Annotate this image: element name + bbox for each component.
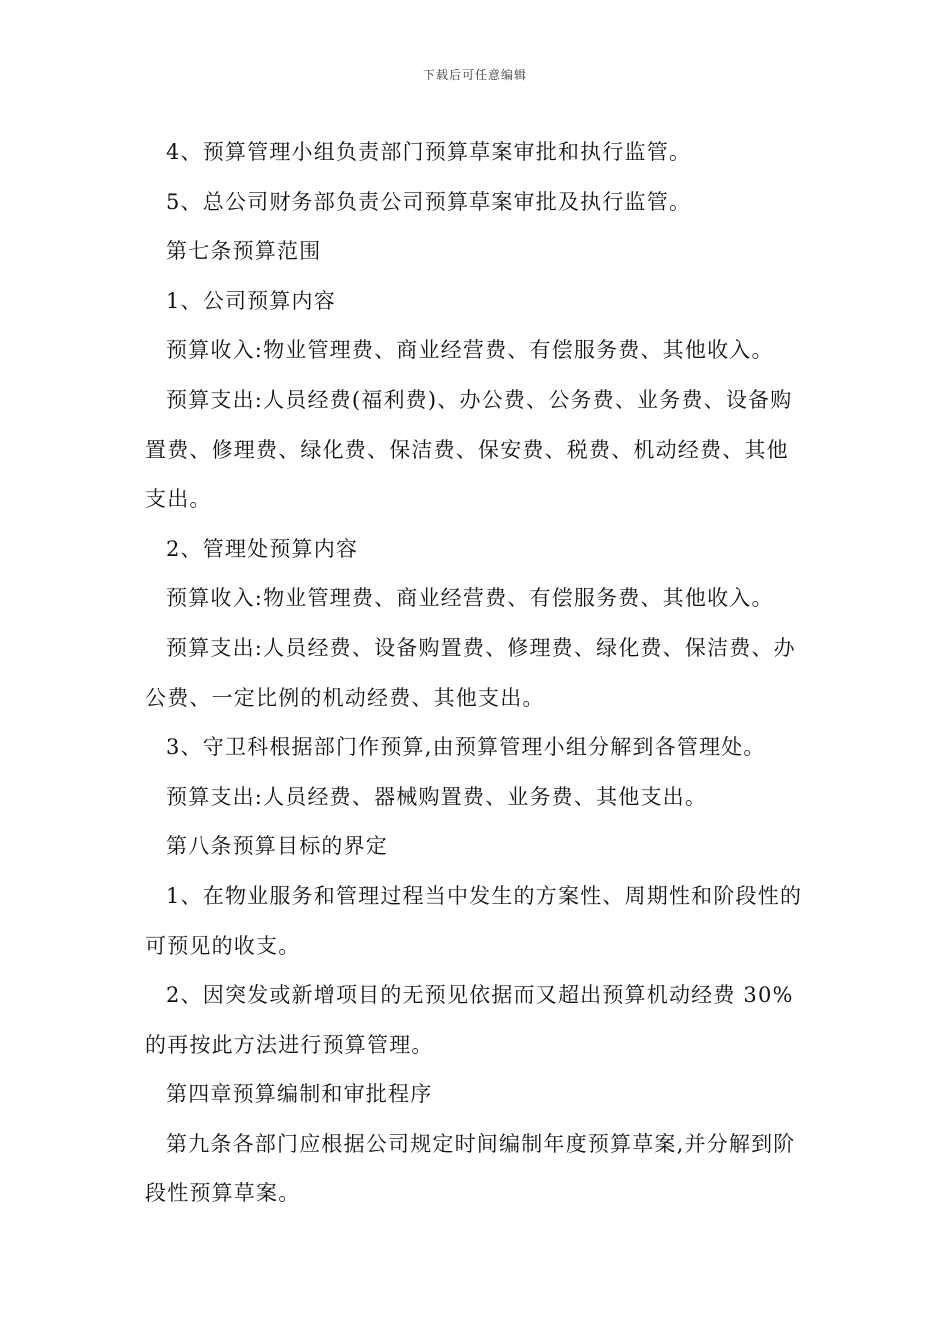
paragraph-12: 第八条预算目标的界定	[166, 834, 388, 859]
document-body	[145, 128, 810, 1219]
paragraph-14: 2、因突发或新增项目的无预见依据而又超出预算机动经费 30%的再按此方法进行预算管理。	[145, 983, 794, 1057]
paragraph-2: 5、总公司财务部负责公司预算草案审批及执行监管。	[166, 189, 692, 214]
paragraph-9: 预算支出:人员经费、设备购置费、修理费、绿化费、保洁费、办公费、一定比例的机动经费、其他支出。	[145, 635, 796, 710]
paragraph-11: 预算支出:人员经费、器械购置费、业务费、其他支出。	[166, 784, 708, 809]
paragraph-15: 第四章预算编制和审批程序	[166, 1082, 433, 1107]
page-header: 下载后可任意编辑	[422, 68, 527, 82]
paragraph-10: 3、守卫科根据部门作预算,由预算管理小组分解到各管理处。	[166, 735, 766, 760]
paragraph-1: 4、预算管理小组负责部门预算草案审批和执行监管。	[166, 140, 692, 164]
paragraph-6: 预算支出:人员经费(福利费)、办公费、公务费、业务费、设备购置费、修理费、绿化费、保洁费、保安费、税费、机动经费、其他支出。	[145, 387, 793, 512]
paragraph-13: 1、在物业服务和管理过程当中发生的方案性、周期性和阶段性的可预见的收支。	[145, 883, 803, 958]
paragraph-16: 第九条各部门应根据公司规定时间编制年度预算草案,并分解到阶段性预算草案。	[145, 1131, 796, 1206]
paragraph-8: 预算收入:物业管理费、商业经营费、有偿服务费、其他收入。	[166, 586, 774, 611]
paragraph-7: 2、管理处预算内容	[166, 536, 359, 561]
paragraph-3: 第七条预算范围	[166, 239, 322, 264]
paragraph-4: 1、公司预算内容	[166, 288, 336, 313]
paragraph-5: 预算收入:物业管理费、商业经营费、有偿服务费、其他收入。	[166, 338, 774, 363]
